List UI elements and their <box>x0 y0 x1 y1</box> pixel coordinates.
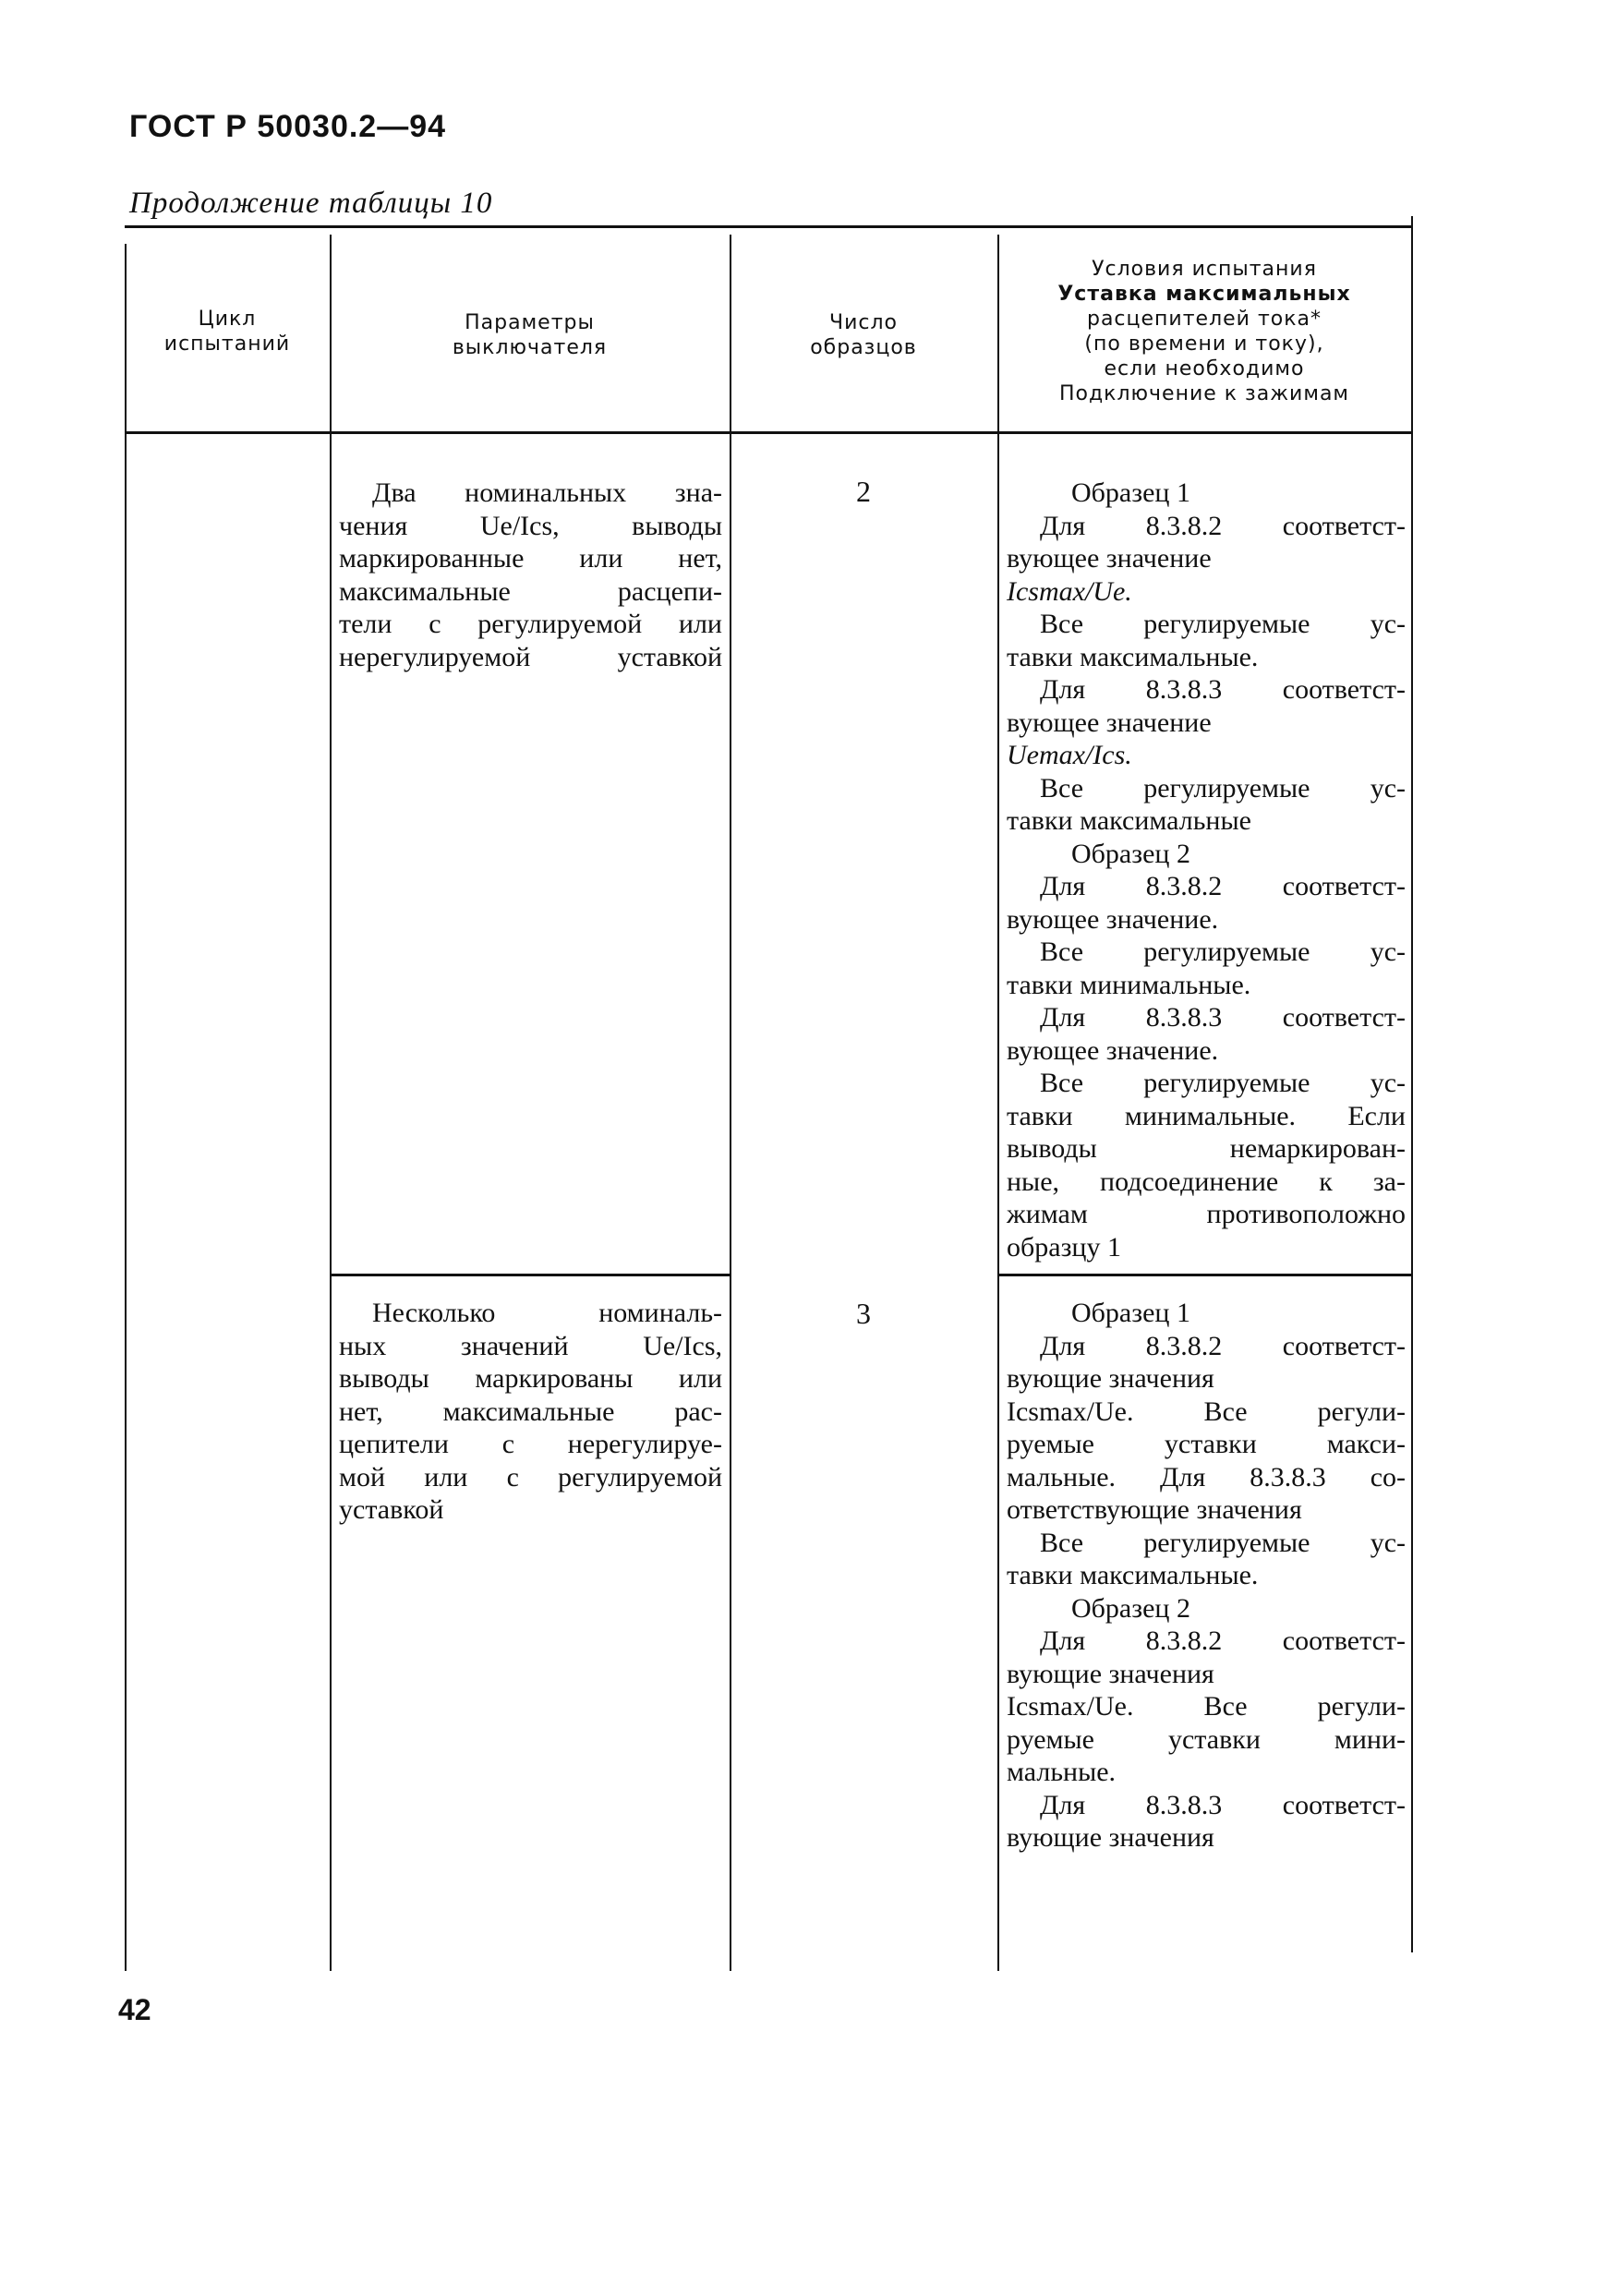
row1-conditions-line: тавки минимальные. Если <box>1007 1100 1406 1131</box>
header-count-line: Число <box>829 311 898 334</box>
row1-conditions-line: Для 8.3.8.3 соответст- <box>1040 1002 1406 1033</box>
row1-conditions-line: Все регулируемые ус- <box>1040 1068 1406 1098</box>
row2-params-line: уставкой <box>339 1494 444 1525</box>
row1-conditions-line: Для 8.3.8.2 соответст- <box>1040 510 1406 541</box>
row1-conditions-line: образцу 1 <box>1007 1231 1121 1263</box>
header-count <box>730 310 997 360</box>
row1-conditions-line: Для 8.3.8.2 соответст- <box>1040 871 1406 901</box>
row1-params-line: маркированные или нет, <box>339 543 722 574</box>
document-code: ГОСТ Р 50030.2—94 <box>129 109 447 144</box>
row1-conditions-line: Все регулируемые ус- <box>1040 609 1406 639</box>
header-cycle-line: испытаний <box>163 332 291 356</box>
header-conditions-line: если необходимо <box>1104 357 1305 381</box>
header-conditions <box>997 257 1411 406</box>
col-divider-2 <box>730 235 731 1971</box>
row2-params-line: нет, максимальные рас- <box>339 1396 722 1427</box>
row2-conditions-line: вующие значения <box>1007 1822 1214 1853</box>
header-cycle <box>125 307 330 356</box>
row1-conditions-line: тавки максимальные <box>1007 805 1251 836</box>
col-divider-1 <box>330 235 332 1971</box>
row2-conditions-line: ответствующие значения <box>1007 1494 1302 1525</box>
page-number: 42 <box>118 1993 151 2026</box>
row1-params <box>339 477 722 673</box>
col-divider-3 <box>997 235 999 1971</box>
row1-conditions-line: тавки максимальные. <box>1007 641 1259 672</box>
row1-conditions-line: Образец 2 <box>1071 838 1190 869</box>
row-divider-conditions <box>997 1274 1413 1276</box>
header-cycle-line: Цикл <box>198 308 257 331</box>
row2-count: 3 <box>856 1297 871 1330</box>
row2-params-line: цепители с нерегулируе- <box>339 1429 722 1459</box>
row1-conditions-line: Все регулируемые ус- <box>1040 772 1406 804</box>
row2-conditions-line: Для 8.3.8.2 соответст- <box>1040 1625 1406 1656</box>
row2-conditions <box>1007 1297 1406 1855</box>
header-bottom-rule <box>125 431 1413 434</box>
table-caption: Продолжение таблицы 10 <box>129 187 493 220</box>
table-top-rule <box>125 225 1413 228</box>
row1-params-line: нерегулируемой уставкой <box>339 641 722 672</box>
header-conditions-line: Подключение к зажимам <box>1058 382 1350 405</box>
row1-conditions-line: вующее значение <box>1007 707 1212 738</box>
table-left-rule <box>125 244 127 1971</box>
row2-conditions-line: руемые уставки макси- <box>1007 1429 1406 1459</box>
row2-conditions-line: мальные. <box>1007 1757 1117 1787</box>
row1-conditions-line: ные, подсоединение к за- <box>1007 1166 1406 1197</box>
row2-params-line: Несколько номиналь- <box>372 1298 722 1328</box>
row1-conditions-line: Для 8.3.8.3 соответст- <box>1040 674 1406 705</box>
row1-conditions-line: Icsmax/Ue. <box>1007 575 1132 607</box>
row2-params-line: ных значений Ue/Ics, <box>339 1330 722 1361</box>
row2-params-line: выводы маркированы или <box>339 1363 722 1394</box>
row2-conditions-line: тавки максимальные. <box>1007 1560 1259 1590</box>
row1-conditions-line: вующее значение. <box>1007 903 1219 935</box>
row2-conditions-line: мальные. Для 8.3.8.3 со- <box>1007 1461 1406 1492</box>
row2-conditions-line: Icsmax/Ue. Все регули- <box>1007 1691 1406 1722</box>
header-params-line: выключателя <box>452 336 608 359</box>
header-conditions-line: расцепителей тока* <box>1086 308 1322 331</box>
test-table <box>125 225 1413 1971</box>
row1-params-line: чения Ue/Ics, выводы <box>339 510 722 541</box>
row1-conditions-line: жимам противоположно <box>1007 1199 1406 1229</box>
row1-conditions <box>1007 477 1406 1263</box>
row1-conditions-line: Uemax/Ics. <box>1007 740 1132 770</box>
header-conditions-line: Уставка максимальных <box>1057 283 1351 306</box>
header-params <box>330 310 730 360</box>
row1-conditions-line: тавки минимальные. <box>1007 969 1251 1000</box>
table-right-rule <box>1411 216 1413 1952</box>
row2-params <box>339 1297 722 1527</box>
row-divider-params <box>330 1274 730 1276</box>
row1-params-line: Два номинальных зна- <box>372 477 722 508</box>
row2-conditions-line: вующие значения <box>1007 1363 1214 1394</box>
row1-count: 2 <box>856 475 871 508</box>
header-conditions-line: Условия испытания <box>1092 258 1317 281</box>
header-params-line: Параметры <box>465 311 595 334</box>
row1-params-line: максимальные расцепи- <box>339 575 722 607</box>
row2-conditions-line: Образец 1 <box>1071 1298 1190 1328</box>
row2-conditions-line: руемые уставки мини- <box>1007 1723 1406 1755</box>
row2-conditions-line: Все регулируемые ус- <box>1040 1527 1406 1558</box>
row1-params-line: тели с регулируемой или <box>339 609 722 639</box>
row1-conditions-line: вующее значение <box>1007 543 1212 574</box>
row1-conditions-line: вующее значение. <box>1007 1034 1219 1066</box>
row1-conditions-line: Все регулируемые ус- <box>1040 937 1406 967</box>
row2-params-line: мой или с регулируемой <box>339 1461 722 1492</box>
row2-conditions-line: Образец 2 <box>1071 1592 1190 1624</box>
row1-conditions-line: выводы немаркирован- <box>1007 1133 1406 1164</box>
row1-conditions-line: Образец 1 <box>1071 477 1190 508</box>
row2-conditions-line: Для 8.3.8.2 соответст- <box>1040 1330 1406 1361</box>
row2-conditions-line: Для 8.3.8.3 соответст- <box>1040 1789 1406 1820</box>
row2-conditions-line: вующие значения <box>1007 1658 1214 1689</box>
header-conditions-line: (по времени и току), <box>1084 332 1324 356</box>
header-count-line: образцов <box>810 336 917 359</box>
row2-conditions-line: Icsmax/Ue. Все регули- <box>1007 1396 1406 1427</box>
